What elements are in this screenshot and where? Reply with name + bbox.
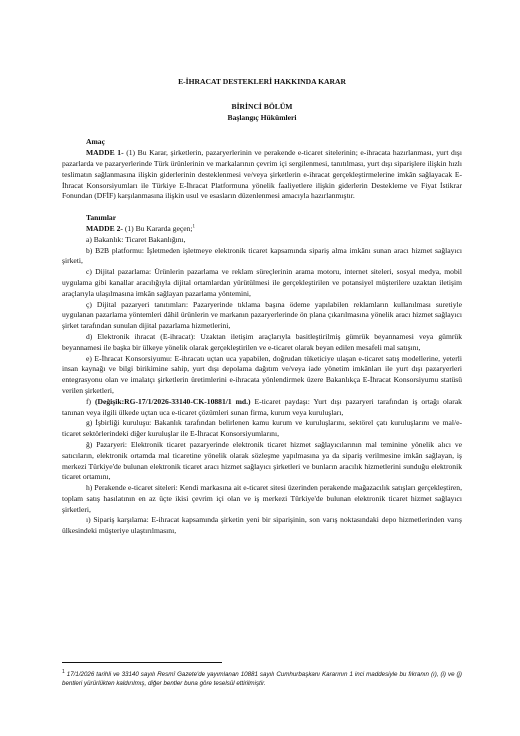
document-body [62, 77, 462, 537]
article-1-paragraph [62, 148, 462, 202]
section-subtitle: Başlangıç Hükümleri [227, 112, 297, 122]
definitions-heading: Tanımlar [86, 213, 117, 223]
definition-item-d: d) Elektronik ihracat (E-ihracat): Uzaktan iletişim araçlarıyla basitleştirilmiş gümrük beyannamesi veya gümrük beyannamesi ile başka bir ülkeye yönelik olarak gerçekleştirilen ve e-ticaret olarak beyan edilen mesafeli mal satışını, [62, 331, 462, 352]
definition-item-cc: ç) Dijital pazaryeri tanıtımları: Pazaryerinde tıklama başına ödeme yapılabilen reklamların kullanılması suretiyle uygulanan pazarlama yöntemleri dâhil ürünlerin ve markanın pazaryerlerinde ön plana çıkarılmasına yönelik aracı hizmet sağlayıcı şirket tarafından sunulan dijital pazarlama hizmetlerini, [62, 299, 462, 331]
definition-item-e: e) E-İhracat Konsorsiyumu: E-ihracatı uçtan uca yapabilen, doğrudan tüketiciye ulaşan e-ticaret satış modellerine, yeterli insan kaynağı ve bilgi birikimine sahip, yurt dışı depolama dağıtım ve/veya iade yönetim imkânları ile yurt dışı pazaryerleri entegrasyonu olan ve imalatçı şirketlerin üretimlerini e-ihracata yönlendirmek üzere Bakanlıkça E-İhracat Konsorsiyumu statüsü verilen şirketleri, [62, 353, 462, 395]
footnote-text: 17/1/2026 tarihli ve 33140 sayılı Resmî Gazete'de yayımlanan 10881 sayılı Cumhurbaşkanı Kararının 1 inci maddesiyle bu fıkranın (ı), (i) ve (j) bentleri yürürlükten kaldırılmış, diğer bentler buna göre teselsül ettirilmiştir. [62, 671, 462, 687]
amendment-note: (Değişik:RG-17/1/2026-33140-CK-10881/1 md.) [95, 396, 251, 406]
footnote-mark: 1 [62, 668, 65, 675]
footnote [62, 670, 462, 688]
article-2-label: MADDE 2- [86, 223, 123, 233]
definition-item-f-text: E-ticaret paydaşı: Yurt dışı pazaryeri tarafından iş ortağı olarak tanınan veya ilgili ülkede uçtan uca e-ticaret çözümleri sunan firma, kurum veya kuruluşları, [62, 396, 462, 417]
definition-item-b: b) B2B platformu: İşletmeden işletmeye elektronik ticaret kapsamında sipariş alma imkânı sunan aracı hizmet sağlayıcı şirketi, [62, 245, 462, 266]
footnote-reference[interactable]: 1 [192, 224, 195, 230]
article-1-label: MADDE 1- [86, 148, 124, 158]
definition-item-f-prefix: f) [86, 396, 95, 406]
footnote-divider [62, 662, 222, 663]
definition-item-i: ı) Sipariş karşılama: E-ihracat kapsamında şirketin yeni bir siparişinin, son varış noktasındaki depo hizmetlerinden varış ülkesindeki müşteriye ulaştırılmasını, [62, 515, 462, 536]
definition-item-c: c) Dijital pazarlama: Ürünlerin pazarlama ve reklam süreçlerinin arama motoru, internet siteleri, sosyal medya, mobil uygulama gibi kanallar aracılığıyla dijital ortamlardan yürütülmesi ile gerçekleştirilen ve potansiyel müşterilere uzaktan iletişim araçlarıyla ulaşılmasına imkân sağlayan pazarlama yöntemini, [62, 267, 462, 298]
definition-item-a: a) Bakanlık: Ticaret Bakanlığını, [86, 234, 186, 244]
document-title: E-İHRACAT DESTEKLERİ HAKKINDA KARAR [178, 77, 346, 86]
definition-item-h: h) Perakende e-ticaret siteleri: Kendi markasına ait e-ticaret sitesi üzerinden perakende mağazacılık satışları gerçekleştiren, toplam satış hasılatının en az üçte ikisi çevrim içi olan ve iş merkezi Türkiye'de bulunan elektronik ticaret hizmet sağlayıcı şirketleri, [62, 483, 462, 514]
article-2-intro [62, 224, 462, 235]
purpose-heading: Amaç [86, 137, 105, 147]
definition-item-g: g) İşbirliği kuruluşu: Bakanlık tarafından belirlenen kamu kurum ve kuruluşlarını, sektörel çatı kuruluşlarını ve mal/e-ticaret sektörlerindeki diğer kuruluşlar ile E-İhracat Konsorsiyumlarını, [62, 418, 462, 439]
article-1-text: (1) Bu Karar, şirketlerin, pazaryerlerinin ve perakende e-ticaret sitelerinin; e-ihracata hazırlanması, yurt dışı pazarlarda ve pazaryerlerinde Türk ürünlerinin ve markalarının çevrim içi sergilenmesi, tanıtılması, yurt dışı siparişlere ilişkin hızlı teslimatın sağlanmasına ilişkin giderlerinin desteklenmesi ve/veya şirketlerin e-ihracat gerçekleştirmelerine imkân sağlayacak E-İhracat Konsorsiyumları ile Türkiye E-İhracat Platformuna yönelik faaliyetlere ilişkin giderlerin Destekleme ve Fiyat İstikrar Fonundan (DFİF) karşılanmasına ilişkin usul ve esasların düzenlenmesi amacıyla hazırlanmıştır. [62, 148, 462, 201]
definition-item-gg: ğ) Pazaryeri: Elektronik ticaret pazaryerinde elektronik ticaret hizmet sağlayıcılarının mal teminine yönelik alıcı ve satıcıların, elektronik ortamda mal ticaretine yönelik olarak sözleşme yapılmasına ya da sipariş verilmesine imkân sağlayan, iş merkezi Türkiye'de bulunan elektronik ticaret aracı hizmet sağlayıcı şirketleri ve bunların aracılık hizmetlerini sunduğu elektronik ticaret ortamını, [62, 439, 462, 482]
definition-item-f [62, 397, 462, 419]
article-2-intro-text: (1) Bu Kararda geçen; [122, 223, 193, 233]
section-heading: BİRİNCİ BÖLÜM [231, 101, 293, 111]
